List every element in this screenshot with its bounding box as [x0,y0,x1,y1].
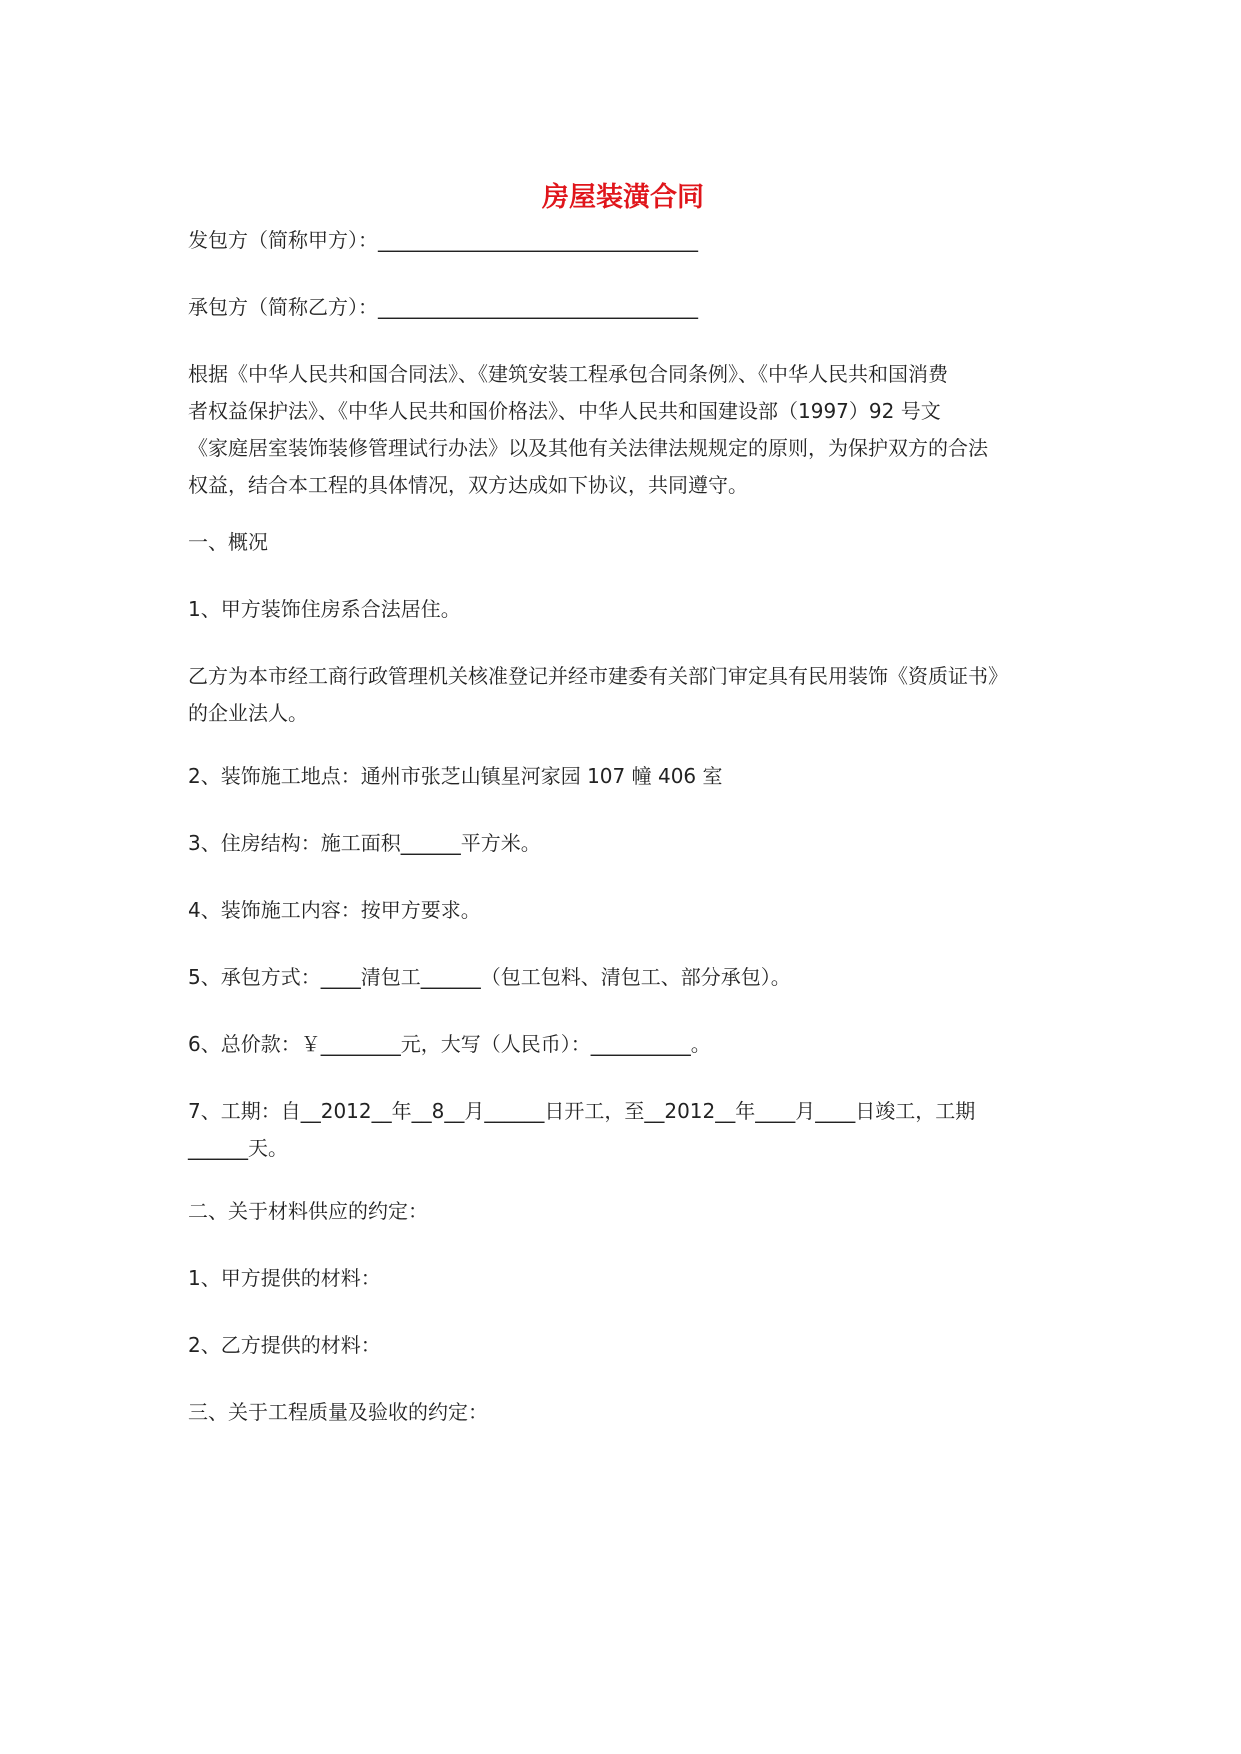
intro-line: 根据《中华人民共和国合同法》、《建筑安装工程承包合同条例》、《中华人民共和国消费 [188,362,948,386]
section-heading-quality: 三、关于工程质量及验收的约定： [188,1400,488,1424]
intro-line: 《家庭居室装饰装修管理试行办法》以及其他有关法律法规规定的原则，为保护双方的合法 [188,436,988,460]
materials-clause-2: 2、乙方提供的材料： [188,1333,381,1357]
clause-1-detail-line: 乙方为本市经工商行政管理机关核准登记并经市建委有关部门审定具有民用装饰《资质证书》 [188,664,1008,688]
materials-clause-1: 1、甲方提供的材料： [188,1266,381,1290]
intro-line: 者权益保护法》、《中华人民共和国价格法》、中华人民共和国建设部（1997）92 号文 [188,399,941,423]
clause-1-detail-line: 的企业法人。 [188,701,308,725]
clause-2: 2、装饰施工地点：通州市张芝山镇星河家园 107 幢 406 室 [188,764,723,788]
section-heading-overview: 一、概况 [188,530,268,554]
clause-7-line: 7、工期：自__2012__年__8__月______日开工，至__2012__年____月____日竣工，工期 [188,1099,976,1123]
party-a-line: 发包方（简称甲方）：________________________________ [188,228,698,252]
clause-1-detail [188,658,1058,732]
clause-6: 6、总价款：￥________元，大写（人民币）：__________。 [188,1032,711,1056]
clause-4: 4、装饰施工内容：按甲方要求。 [188,898,481,922]
clause-7 [188,1093,1058,1167]
clause-5: 5、承包方式：____清包工______（包工包料、清包工、部分承包）。 [188,965,791,989]
clause-3: 3、住房结构：施工面积______平方米。 [188,831,541,855]
clause-1: 1、甲方装饰住房系合法居住。 [188,597,461,621]
intro-paragraph [188,356,1058,504]
page-title: 房屋装潢合同 [542,182,704,213]
clause-7-line: ______天。 [188,1136,288,1160]
section-heading-materials: 二、关于材料供应的约定： [188,1199,428,1223]
intro-line: 权益，结合本工程的具体情况，双方达成如下协议，共同遵守。 [188,473,748,497]
party-b-line: 承包方（简称乙方）：________________________________ [188,295,698,319]
